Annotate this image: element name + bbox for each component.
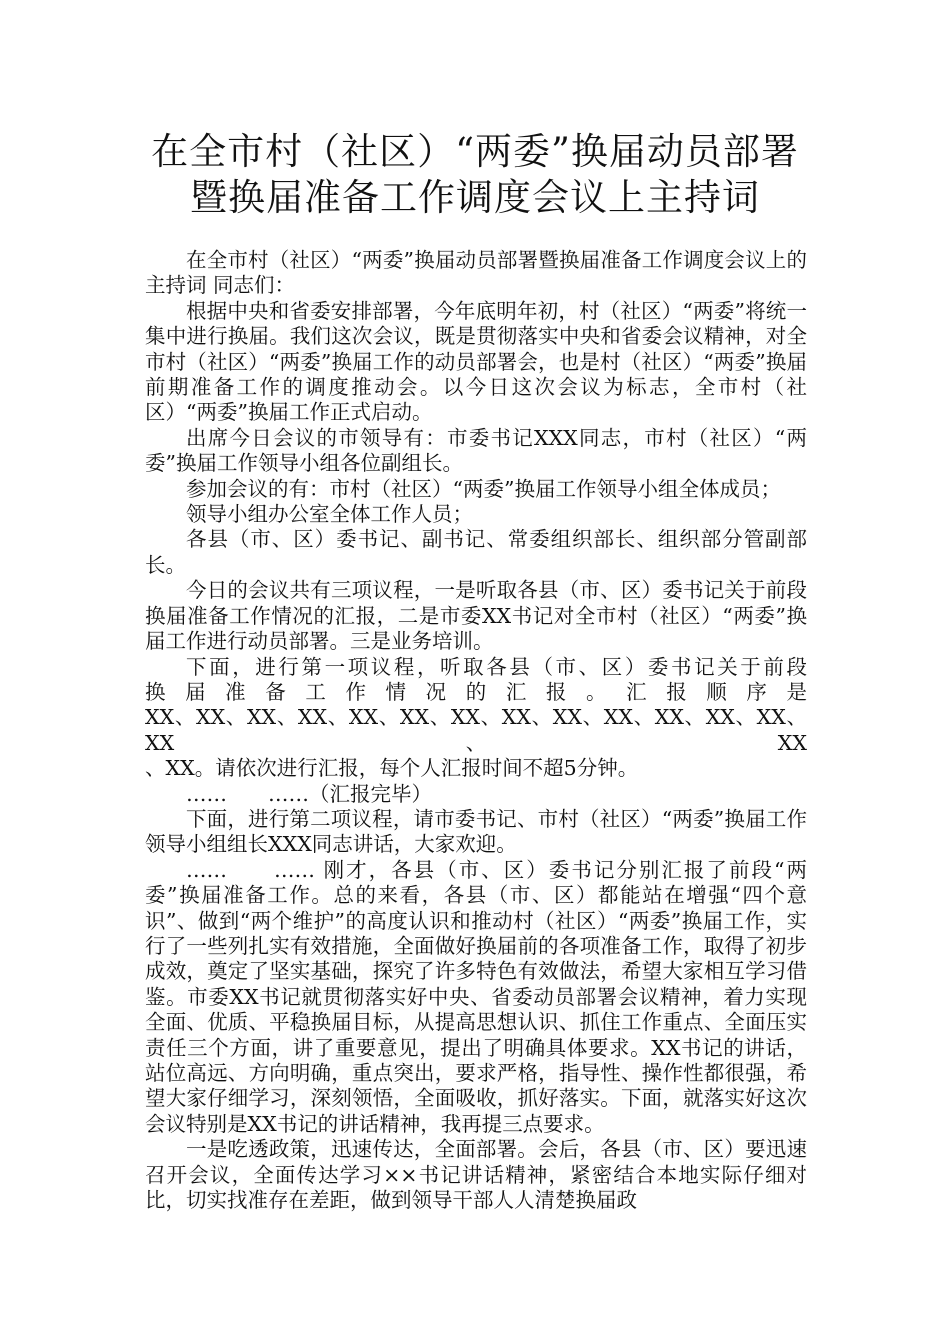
paragraph-county-officials: 各县（市、区）委书记、副书记、常委组织部长、组织部分管副部长。 [145, 527, 807, 577]
paragraph-requirement-one: 一是吃透政策，迅速传达，全面部署。会后，各县（市、区）要迅速召开会议，全面传达学习××书记讲话精神，紧密结合本地实际仔细对比，切实找准存在差距，做到领导干部人人清楚换届政 [145, 1137, 807, 1213]
document-body [145, 248, 807, 1213]
paragraph-first-item-line-1: 下面，进行第一项议程，听取各县（市、区）委书记关于前段 [186, 654, 807, 679]
paragraph-attending-leaders: 出席今日会议的市领导有：市委书记XXX同志，市村（社区）“两委”换届工作领导小组各位副组长。 [145, 425, 807, 476]
paragraph-opening: 在全市村（社区）“两委”换届动员部署暨换届准备工作调度会议上的主持词 同志们： [145, 248, 807, 298]
paragraph-background: 根据中央和省委安排部署，今年底明年初，村（社区）“两委”将统一集中进行换届。我们这次会议，既是贯彻落实中央和省委会议精神，对全市村（社区）“两委”换届工作的动员部署会，也是村（社区）“两委”换届前期准备工作的调度推动会。以今日这次会议为标志，全市村（社区）“两委”换届工作正式启动。 [145, 298, 807, 425]
document-title-line-2: 暨换届准备工作调度会议上主持词 [190, 176, 760, 219]
paragraph-agenda: 今日的会议共有三项议程，一是听取各县（市、区）委书记关于前段换届准备工作情况的汇报，二是市委XX书记对全市村（社区）“两委”换届工作进行动员部署。三是业务培训。 [145, 578, 807, 654]
paragraph-first-item-line-4: 、XX。请依次进行汇报，每个人汇报时间不超5分钟。 [145, 756, 639, 781]
paragraph-second-item: 下面，进行第二项议程，请市委书记、市村（社区）“两委”换届工作领导小组组长XXX同志讲话，大家欢迎。 [145, 806, 807, 857]
paragraph-report-finished: …… ……（汇报完毕） [186, 781, 432, 806]
paragraph-summary: …… …… 刚才，各县（市、区）委书记分别汇报了前段“两委”换届准备工作。总的来看，各县（市、区）都能站在增强“四个意识”、做到“两个维护”的高度认识和推动村（社区）“两委”换届工作，实行了一些列扎实有效措施，全面做好换届前的各项准备工作，取得了初步成效，奠定了坚实基础，探究了许多特色有效做法，希望大家相互学习借鉴。市委XX书记就贯彻落实好中央、省委动员部署会议精神，着力实现全面、优质、平稳换届目标，从提高思想认识、抓住工作重点、全面压实责任三个方面，讲了重要意见，提出了明确具体要求。XX书记的讲话，站位高远、方向明确，重点突出，要求严格，指导性、操作性都很强，希望大家仔细学习，深刻领悟，全面吸收，抓好落实。下面，就落实好这次会议特别是XX书记的讲话精神，我再提三点要求。 [145, 857, 807, 1136]
paragraph-participants: 参加会议的有：市村（社区）“两委”换届工作领导小组全体成员； [186, 476, 781, 501]
document-title-line-1: 在全市村（社区）“两委”换届动员部署 [151, 130, 799, 173]
paragraph-first-item-line-2: 换届准备工作情况的汇报。汇报顺序是 [145, 679, 807, 704]
paragraph-first-item-line-3: XX、XX、XX、XX、XX、XX、XX、XX、XX、XX、XX、XX、XX、XX、XX [145, 705, 807, 755]
paragraph-office-staff: 领导小组办公室全体工作人员； [186, 502, 473, 527]
